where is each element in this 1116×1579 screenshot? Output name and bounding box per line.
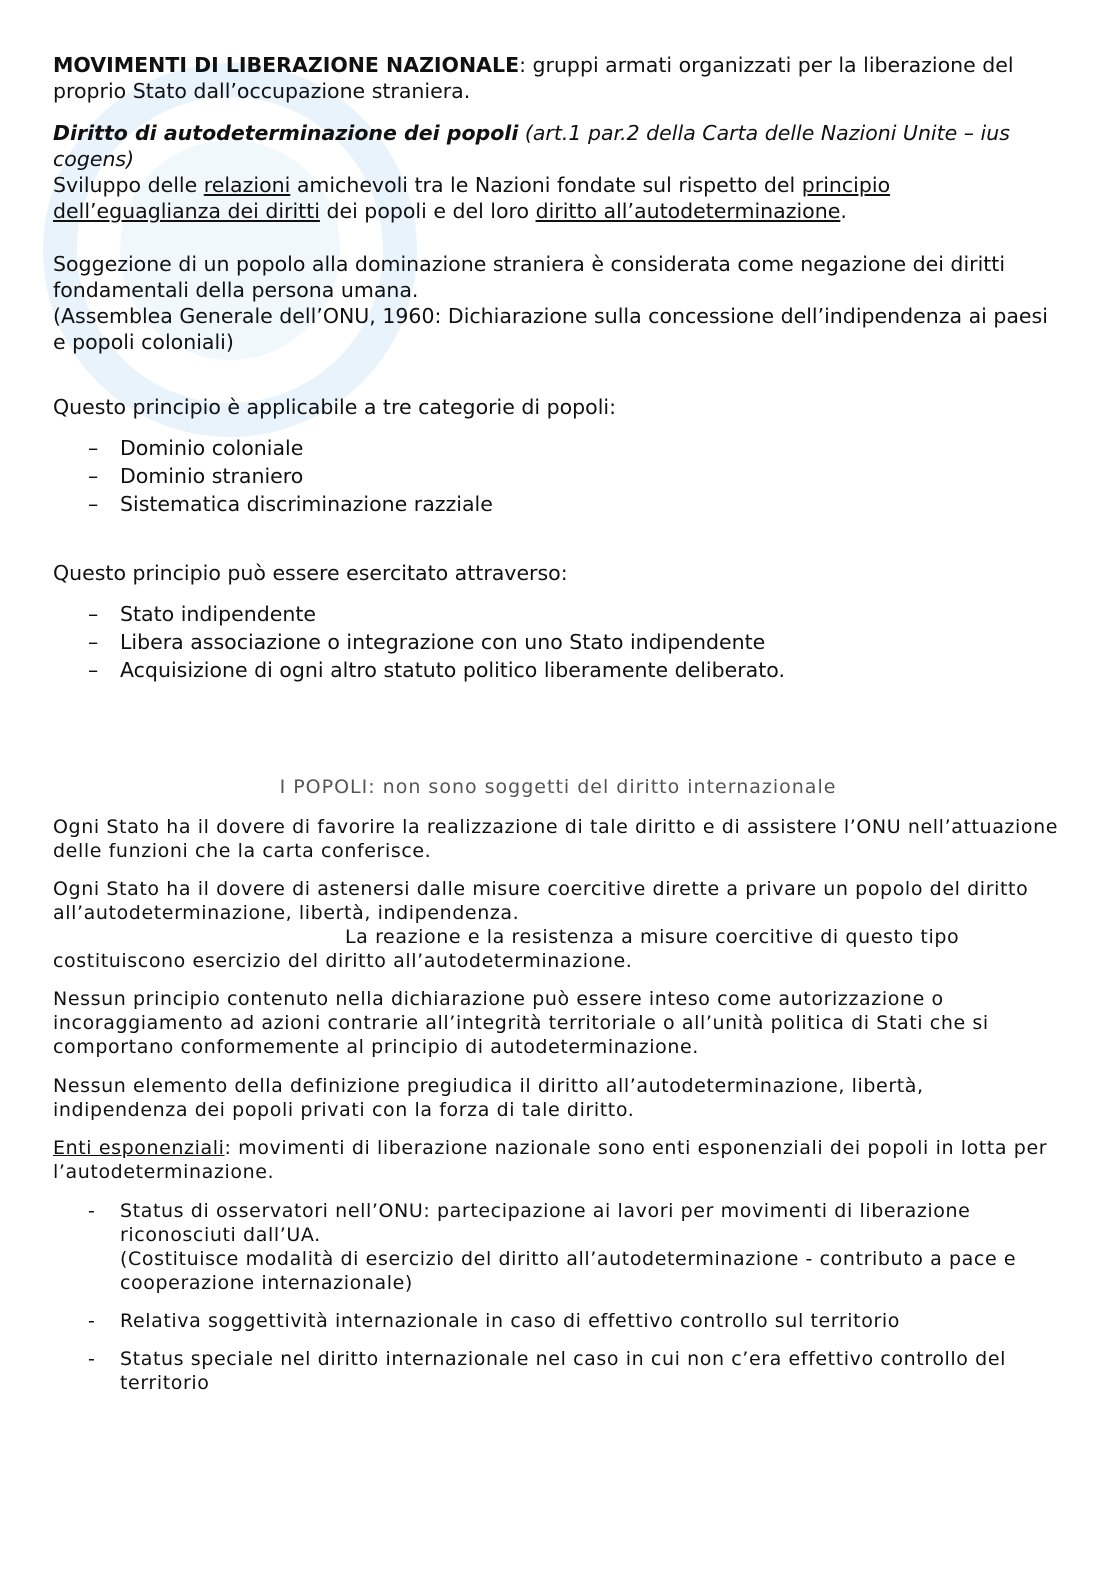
list-item: – Stato indipendente [88,602,316,626]
list-item: - Relativa soggettività internazionale in caso di effettivo controllo sul territorio [88,1310,900,1332]
list-item: – Libera associazione o integrazione con uno Stato indipendente [88,630,766,654]
exercise-list [53,600,1063,684]
list-item: – Dominio straniero [88,464,304,488]
self-determination-title: Diritto di autodeterminazione dei popoli (art.1 par.2 della Carta delle Nazioni Unite – ius cogens) [53,121,1010,171]
assembly-paragraph: (Assemblea Generale dell’ONU, 1960: Dichiarazione sulla concessione dell’indipendenza ai paesi e popoli coloniali) [53,304,1048,354]
resistance-paragraph: La reazione e la resistenza a misure coercitive di questo tipo costituiscono esercizio del diritto all’autodeterminazione. [53,926,960,972]
list-item: - Status speciale nel diritto internazionale nel caso in cui non c’era effettivo controllo del territorio [88,1348,1007,1394]
list-item: – Sistematica discriminazione razziale [88,492,493,516]
section-title: I POPOLI: non sono soggetti del diritto internazionale [279,776,837,798]
exercise-intro: Questo principio può essere esercitato attraverso: [53,561,568,585]
applicable-intro: Questo principio è applicabile a tre categorie di popoli: [53,395,616,419]
enti-paragraph: Enti esponenziali: movimenti di liberazione nazionale sono enti esponenziali dei popoli in lotta per l’autodeterminazione. [53,1137,1048,1183]
list-item: – Dominio coloniale [88,436,304,460]
no-principle-paragraph: Nessun principio contenuto nella dichiarazione può essere inteso come autorizzazione o incoraggiamento ad azioni contrarie all’integrità territoriale o all’unità politica di Stati che si comportano conformemente al principio di autodeterminazione. [53,988,989,1058]
duty-favor-paragraph: Ogni Stato ha il dovere di favorire la realizzazione di tale diritto e di assistere l’ONU nell’attuazione delle funzioni che la carta conferisce. [53,816,1059,862]
list-item: - Status di osservatori nell’ONU: partecipazione ai lavori per movimenti di liberazione riconosciuti dall’UA. (Costituisce modalità di esercizio del diritto all’autodeterminazione - contributo a pace e cooperazione internazionale) [88,1200,1017,1294]
subjection-paragraph: Soggezione di un popolo alla dominazione straniera è considerata come negazione dei diritti fondamentali della persona umana. [53,252,1006,302]
no-element-paragraph: Nessun elemento della definizione pregiudica il diritto all’autodeterminazione, libertà, indipendenza dei popoli privati con la forza di tale diritto. [53,1075,924,1121]
duty-abstain-paragraph: Ogni Stato ha il dovere di astenersi dalle misure coercitive dirette a privare un popolo del diritto all’autodeterminazione, libertà, indipendenza. [53,878,1029,924]
status-list [53,1199,1063,1395]
applicable-list [53,434,1063,518]
development-paragraph: Sviluppo delle relazioni amichevoli tra le Nazioni fondate sul rispetto del principio dell’eguaglianza dei diritti dei popoli e del loro diritto all’autodeterminazione. [53,173,891,223]
list-item: – Acquisizione di ogni altro statuto politico liberamente deliberato. [88,658,785,682]
main-heading: MOVIMENTI DI LIBERAZIONE NAZIONALE: gruppi armati organizzati per la liberazione del proprio Stato dall’occupazione straniera. [53,53,1014,103]
